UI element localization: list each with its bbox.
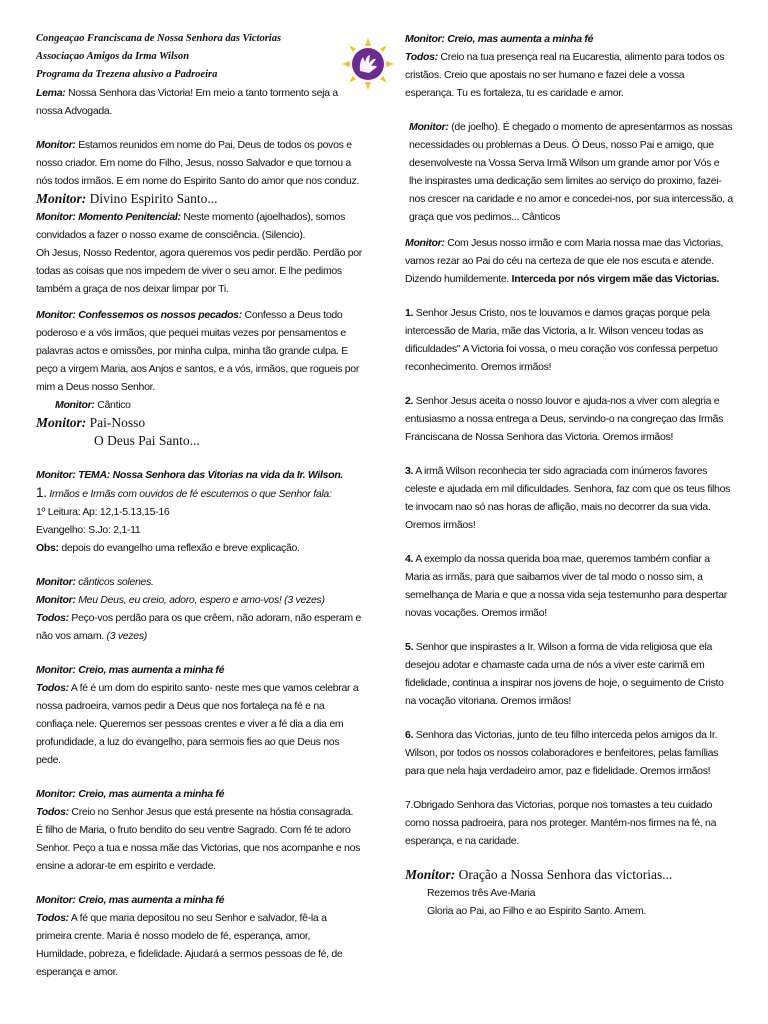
monitor-pray-father: Monitor: Com Jesus nosso irmão e com Maria nossa mae das Victorias, vamos rezar ao Pai do céu na certeza de que ele nos escuta e atende. Dizendo humildemente. Interceda por nós virgem mãe das Victorias. xyxy=(405,237,724,285)
hail-mary-instruction: Rezemos três Ave-Maria xyxy=(427,887,536,899)
petition-4: 4. A exemplo da nossa querida boa mae, queremos também confiar a Maria as irmãs, para que saibamos viver de tal modo o nosso sim, a semelhança de Maria e que a nossa vida seja testemunho para despertar novas vocações. Oremos irmão! xyxy=(405,553,727,619)
first-reading: 1º Leitura: Ap: 12,1-5.13,15-16 xyxy=(36,506,170,518)
left-column xyxy=(36,30,362,981)
creio-text-3: Todos: A fé que maria depositou no seu Senhor e salvador, fê-la a primeira crente. Maria é nosso modelo de fé, esperança, amor, Humildade, pobreza, e fidelidade. Ajudará a sermos pessoas de fé, de esperança e amor. xyxy=(36,912,343,978)
header-program: Programa da Trezena alusivo a Padroeira xyxy=(36,69,218,80)
monitor-intentions: Monitor: (de joelho). É chegado o momento de apresentarmos as nossas necessidades ou problemas a Deus. Ó Deus, nosso Pai e amigo, que desenvolveste na Vossa Serva Irmã Wilson um grande amor por Vós e lhe inspirastes uma dedicação sem limites ao serviço do proximo, fazei-nos crescer na caridade e no amor e concedei-nos, por sua intercessão, a graça que vos pedimos... Cânticos xyxy=(409,121,733,223)
right-column xyxy=(405,30,733,920)
monitor-solemn-canticles: Monitor: cânticos solenes. xyxy=(36,576,154,588)
lema: Lema: Nossa Senhora das Victoria! Em meio a tanto tormento seja a nossa Advogada. xyxy=(36,87,338,117)
monitor-theme: Monitor: TEMA: Nossa Senhora das Vitorias na vida da Ir. Wilson. xyxy=(36,469,344,481)
creio-text-2: Todos: Creio no Senhor Jesus que está presente na hóstia consagrada. É filho de Maria, o fruto bendito do seu ventre Sagrado. Com fé te adoro Senhor. Peço a tua e nossa mãe das Victorias, que nos acompanhe e nos ensine a adorar-te em espirito e verdade. xyxy=(36,806,361,872)
creio-heading-4: Monitor: Creio, mas aumenta a minha fé xyxy=(405,33,594,45)
monitor-my-god: Monitor: Meu Deus, eu creio, adoro, espero e amo-vos! (3 vezes) xyxy=(36,594,325,606)
creio-heading-2: Monitor: Creio, mas aumenta a minha fé xyxy=(36,788,225,800)
monitor-final-prayer: Monitor: Oração a Nossa Senhora das victorias... xyxy=(405,867,673,882)
petition-5: 5. Senhor que inspirastes a Ir. Wilson a forma de vida religiosa que ela desejou adotar e chamaste cada uma de nós a viver este carimã em fidelidade, continua a inspirar nos jovens de hoje, o seguimento de Cristo na vocação vitoriana. Oremos irmãos! xyxy=(405,641,724,707)
monitor-confession: Monitor: Confessemos os nossos pecados: Confesso a Deus todo poderoso e a vós irmãos, que pequei muitas vezes por pensamentos e palavras actos e omissões, por minha culpa, minha tão grande culpa. E peço a virgem Maria, aos Anjos e santos, e a vós, irmãos, que rogueis por mim a Deus nosso Senhor. xyxy=(36,309,360,393)
gospel-reading: Evangelho: S.Jo: 2,1-11 xyxy=(36,524,141,536)
creio-text-1: Todos: A fé é um dom do espirito santo- neste mes que vamos celebrar a nossa padroeira, vamos pedir a Deus que nos fortaleça na fé e na confiaça nele. Queremos ser pessoas crentes e viver a fé dia a dia em profundidade, a luz do evangelho, para sermois fies ao que Deus nos pede. xyxy=(36,682,359,766)
todos-forgiveness: Todos: Peço-vos perdão para os que crêem, não adoram, não esperam e não vos amam. (3 vezes) xyxy=(36,612,362,642)
creio-heading-3: Monitor: Creio, mas aumenta a minha fé xyxy=(36,894,225,906)
header-congregation: Congeaçao Franciscana de Nossa Senhora das Victorias xyxy=(36,33,282,44)
monitor-penitential: Monitor: Momento Penitencial: Neste momento (ajoelhados), somos convidados a fazer o nosso exame de consciência. (Silencio). xyxy=(36,211,346,241)
creio-heading-1: Monitor: Creio, mas aumenta a minha fé xyxy=(36,664,225,676)
monitor-holy-spirit: Monitor: Divino Espirito Santo... xyxy=(36,191,218,206)
monitor-our-father: Monitor: Pai-Nosso xyxy=(36,415,146,430)
glory-be: Gloria ao Pai, ao Filho e ao Espirito Santo. Amem. xyxy=(427,905,647,917)
creio-text-4: Todos: Creio na tua presença real na Eucarestia, alimento para todos os cristãos. Creio que apostais no ser humano e fazei dele a vossa esperança. Tu es fortaleza, tu es caridade e amor. xyxy=(405,51,725,99)
petition-6: 6. Senhora das Victorias, junto de teu filho interceda pelos amigos da Ir. Wilson, por todos os nossos colaboradores e benfeitores, pelas famílias para que nela haja verdadeiro amor, paz e fidelidade. Oremos irmãos! xyxy=(405,729,719,777)
penitential-prayer: Oh Jesus, Nosso Redentor, agora queremos vos pedir perdão. Perdão por todas as coisas que nos impedem de viver o seu amor. E lhe pedimos também a graça de nos deixar limpar por Ti. xyxy=(36,247,363,295)
reading-intro: 1. Irmãos e Irmãs com ouvidos de fé escutemos o que Senhor fala: xyxy=(36,485,332,500)
petition-3: 3. A irmã Wilson reconhecia ter sido agraciada com inúmeros favores celeste e ajudada em mil dificuldades. Senhora, faz com que os teus filhos te invocam nao só nas horas de aflição, mais no decorrer da sua vida. Oremos irmãos! xyxy=(405,465,731,531)
monitor-canticle: Monitor: Cântico xyxy=(55,399,131,411)
petition-7: 7.Obrigado Senhora das Victorias, porque nos tomastes a teu cuidado como nossa padroeira, para nos proteger. Mantém-nos firmes na fé, na esperança, e na caridade. xyxy=(405,799,717,847)
monitor-opening: Monitor: Estamos reunidos em nome do Pai, Deus de todos os povos e nosso criador. Em nome do Filho, Jesus, nosso Salvador e que tornou a nós todos irmãos. E em nome do Espirito Santo do amor que nos conduz. xyxy=(36,139,360,187)
petition-1: 1. Senhor Jesus Cristo, nos te louvamos e damos graças porque pela intercessão de Maria, mãe das Victoria, a Ir. Wilson venceu todas as dificuldades" A Victoria foi vossa, o meu coração vos confessa perpetuo reconhecimento. Oremos irmãos! xyxy=(405,307,718,373)
header-association: Associaçao Amigos da Irma Wilson xyxy=(36,51,190,62)
our-father-sub: O Deus Pai Santo... xyxy=(94,433,200,448)
observation: Obs: depois do evangelho uma reflexão e breve explicação. xyxy=(36,542,300,554)
petition-2: 2. Senhor Jesus aceita o nosso louvor e ajuda-nos a viver com alegria e entusiasmo a nossa entrega a Deus, servindo-o na congreçao das Irmãs Franciscana de Nossa Senhora das Victoria. Oremos irmãos! xyxy=(405,395,724,443)
